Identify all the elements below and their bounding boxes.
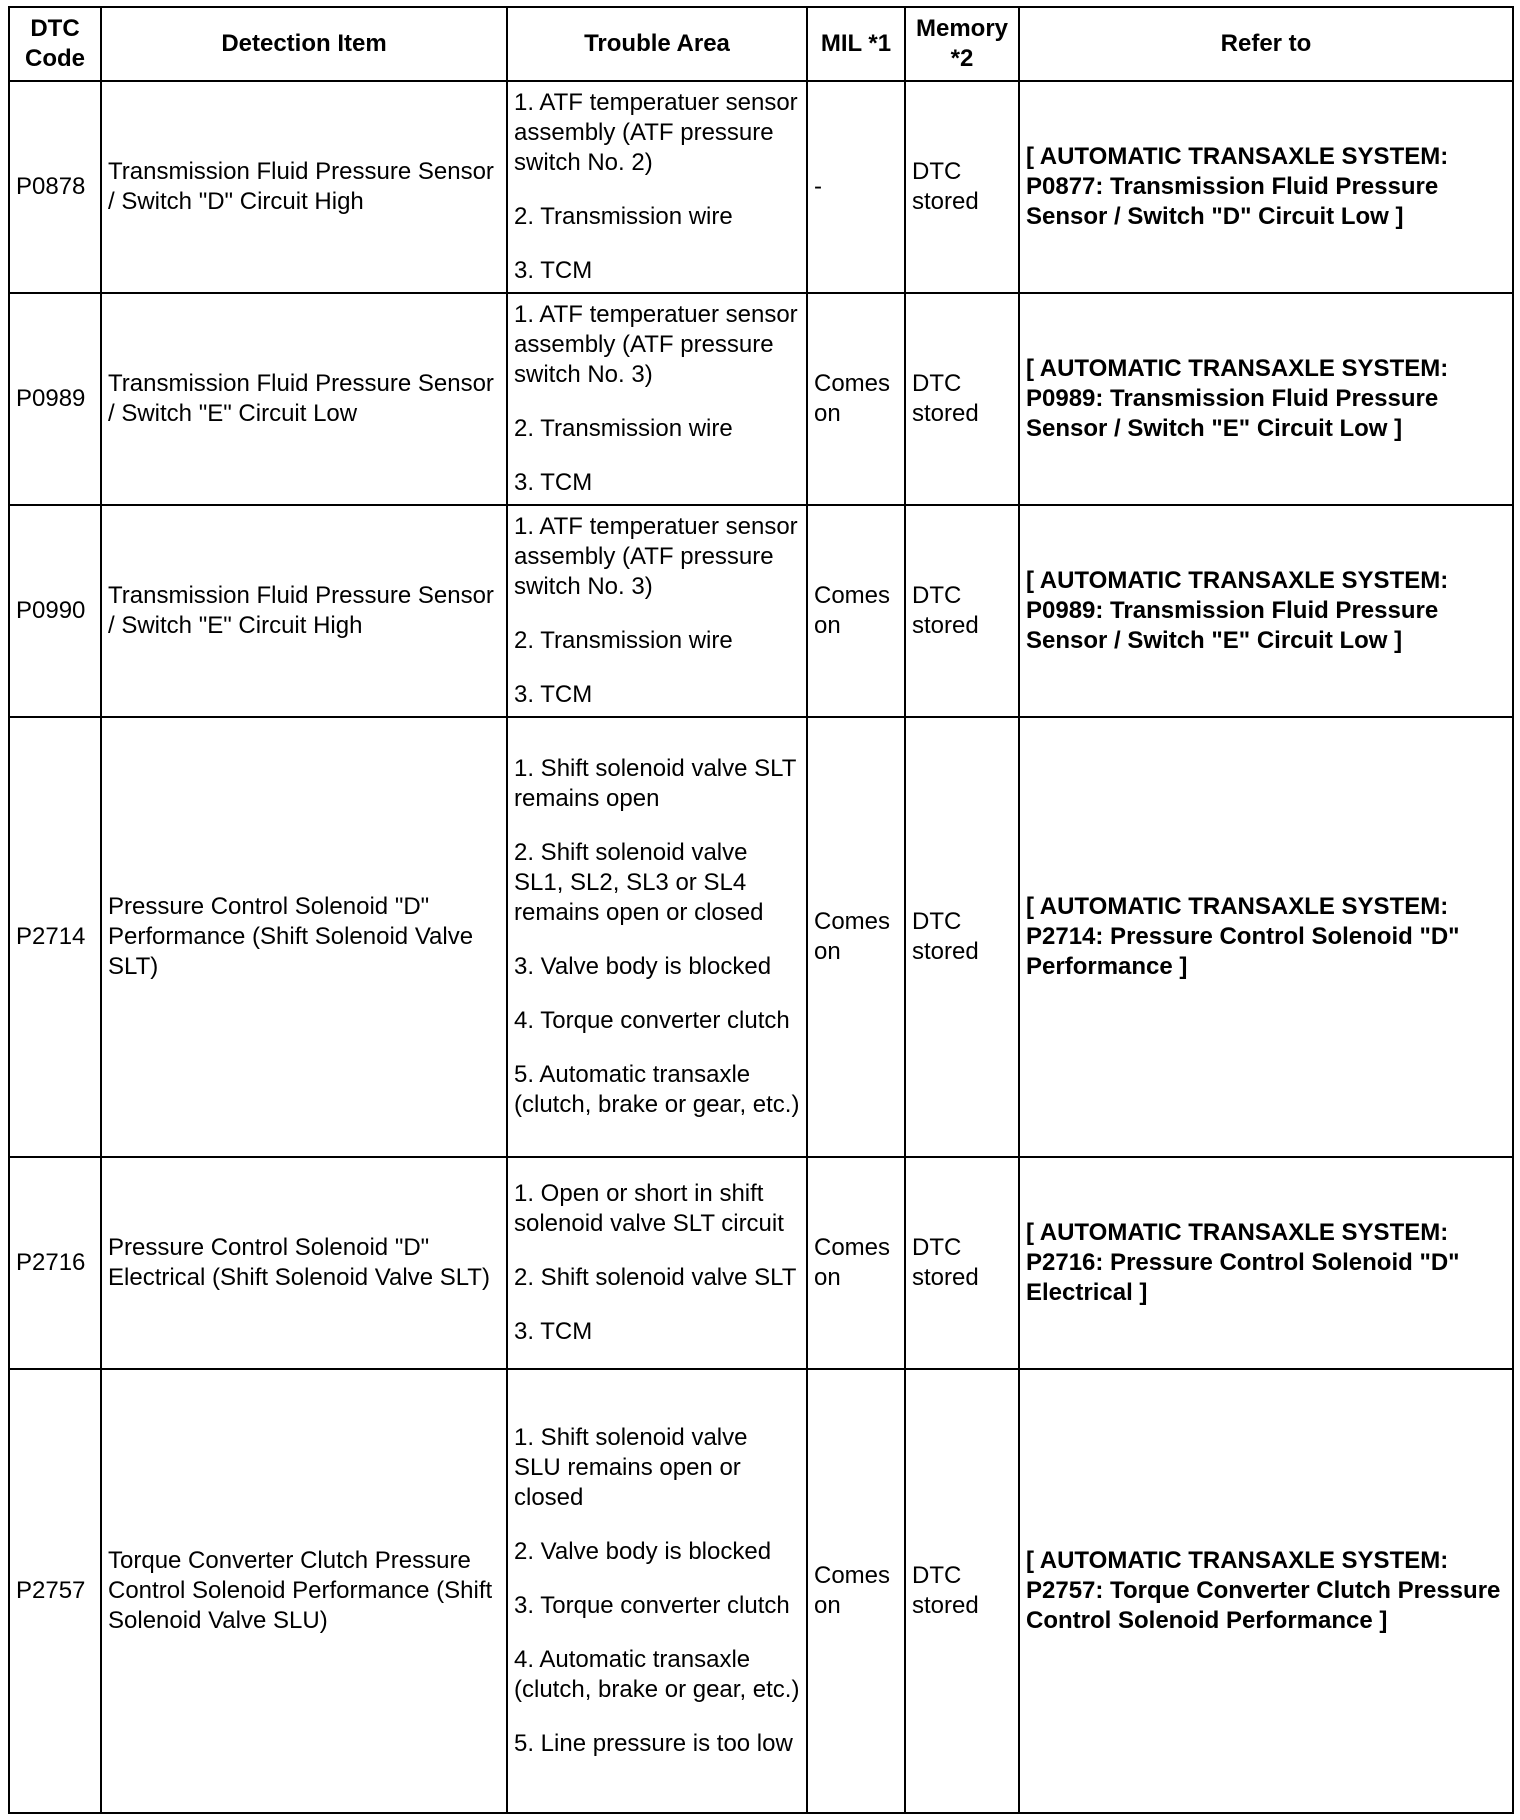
trouble-area-cell <box>507 81 807 293</box>
dtc-code-cell: P0878 <box>9 81 101 293</box>
trouble-area-cell <box>507 1157 807 1369</box>
refer-to-cell: [ AUTOMATIC TRANSAXLE SYSTEM: P2716: Pressure Control Solenoid "D" Electrical ] <box>1019 1157 1513 1369</box>
refer-to-cell: [ AUTOMATIC TRANSAXLE SYSTEM: P2714: Pressure Control Solenoid "D" Performance ] <box>1019 717 1513 1156</box>
table-row <box>9 293 1513 505</box>
mil-cell: Comes on <box>807 505 905 717</box>
trouble-area-item: 3. TCM <box>514 257 593 285</box>
trouble-area-item: 5. Line pressure is too low <box>514 1729 793 1757</box>
trouble-area-item: 1. Open or short in shift solenoid valve SLT circuit <box>514 1179 784 1237</box>
detection-item-cell: Transmission Fluid Pressure Sensor / Switch "E" Circuit Low <box>101 293 507 505</box>
dtc-code-cell: P2714 <box>9 717 101 1156</box>
refer-to-cell: [ AUTOMATIC TRANSAXLE SYSTEM: P2757: Torque Converter Clutch Pressure Control Solenoid Performance ] <box>1019 1369 1513 1813</box>
memory-cell: DTC stored <box>905 81 1019 293</box>
trouble-area-item: 1. ATF temperatuer sensor assembly (ATF pressure switch No. 2) <box>514 89 798 177</box>
trouble-area-item: 2. Transmission wire <box>514 415 733 443</box>
trouble-area-item: 3. TCM <box>514 1317 593 1345</box>
trouble-area-item: 2. Shift solenoid valve SL1, SL2, SL3 or SL4 remains open or closed <box>514 838 764 926</box>
table-body <box>9 81 1513 1813</box>
trouble-area-item: 1. ATF temperatuer sensor assembly (ATF pressure switch No. 3) <box>514 513 798 601</box>
trouble-area-item: 5. Automatic transaxle (clutch, brake or gear, etc.) <box>514 1060 800 1118</box>
dtc-code-cell: P2716 <box>9 1157 101 1369</box>
table-row <box>9 1157 1513 1369</box>
dtc-code-cell: P0990 <box>9 505 101 717</box>
table-header-row <box>9 7 1513 81</box>
detection-item-cell: Transmission Fluid Pressure Sensor / Switch "E" Circuit High <box>101 505 507 717</box>
header-trouble-area: Trouble Area <box>507 7 807 81</box>
table-row <box>9 81 1513 293</box>
trouble-area-item: 1. ATF temperatuer sensor assembly (ATF pressure switch No. 3) <box>514 301 798 389</box>
trouble-area-item: 3. TCM <box>514 469 593 497</box>
refer-to-cell: [ AUTOMATIC TRANSAXLE SYSTEM: P0989: Transmission Fluid Pressure Sensor / Switch "E" Circuit Low ] <box>1019 505 1513 717</box>
table-row <box>9 1369 1513 1813</box>
mil-cell: Comes on <box>807 293 905 505</box>
refer-to-cell: [ AUTOMATIC TRANSAXLE SYSTEM: P0877: Transmission Fluid Pressure Sensor / Switch "D" Circuit Low ] <box>1019 81 1513 293</box>
header-detection-item: Detection Item <box>101 7 507 81</box>
memory-cell: DTC stored <box>905 505 1019 717</box>
memory-cell: DTC stored <box>905 293 1019 505</box>
trouble-area-item: 2. Shift solenoid valve SLT <box>514 1263 797 1291</box>
table-row <box>9 505 1513 717</box>
table-row <box>9 717 1513 1156</box>
detection-item-cell: Pressure Control Solenoid "D" Performance (Shift Solenoid Valve SLT) <box>101 717 507 1156</box>
mil-cell: - <box>807 81 905 293</box>
detection-item-cell: Torque Converter Clutch Pressure Control Solenoid Performance (Shift Solenoid Valve SLU) <box>101 1369 507 1813</box>
trouble-area-item: 2. Valve body is blocked <box>514 1537 772 1565</box>
trouble-area-item: 2. Transmission wire <box>514 627 733 655</box>
detection-item-cell: Pressure Control Solenoid "D" Electrical (Shift Solenoid Valve SLT) <box>101 1157 507 1369</box>
trouble-area-item: 3. Valve body is blocked <box>514 952 772 980</box>
trouble-area-cell <box>507 293 807 505</box>
refer-to-cell: [ AUTOMATIC TRANSAXLE SYSTEM: P0989: Transmission Fluid Pressure Sensor / Switch "E" Circuit Low ] <box>1019 293 1513 505</box>
mil-cell: Comes on <box>807 1369 905 1813</box>
mil-cell: Comes on <box>807 1157 905 1369</box>
trouble-area-item: 2. Transmission wire <box>514 203 733 231</box>
trouble-area-cell <box>507 717 807 1156</box>
dtc-code-cell: P2757 <box>9 1369 101 1813</box>
trouble-area-item: 1. Shift solenoid valve SLT remains open <box>514 754 796 812</box>
trouble-area-item: 1. Shift solenoid valve SLU remains open or closed <box>514 1423 748 1511</box>
memory-cell: DTC stored <box>905 1157 1019 1369</box>
memory-cell: DTC stored <box>905 1369 1019 1813</box>
detection-item-cell: Transmission Fluid Pressure Sensor / Switch "D" Circuit High <box>101 81 507 293</box>
trouble-area-cell <box>507 505 807 717</box>
trouble-area-item: 4. Torque converter clutch <box>514 1006 790 1034</box>
dtc-table <box>8 6 1514 1814</box>
trouble-area-item: 3. Torque converter clutch <box>514 1591 790 1619</box>
trouble-area-cell <box>507 1369 807 1813</box>
header-dtc-code: DTC Code <box>9 7 101 81</box>
memory-cell: DTC stored <box>905 717 1019 1156</box>
header-mil: MIL *1 <box>807 7 905 81</box>
dtc-code-cell: P0989 <box>9 293 101 505</box>
header-memory: Memory *2 <box>905 7 1019 81</box>
trouble-area-item: 3. TCM <box>514 681 593 709</box>
header-refer-to: Refer to <box>1019 7 1513 81</box>
mil-cell: Comes on <box>807 717 905 1156</box>
trouble-area-item: 4. Automatic transaxle (clutch, brake or gear, etc.) <box>514 1645 800 1703</box>
